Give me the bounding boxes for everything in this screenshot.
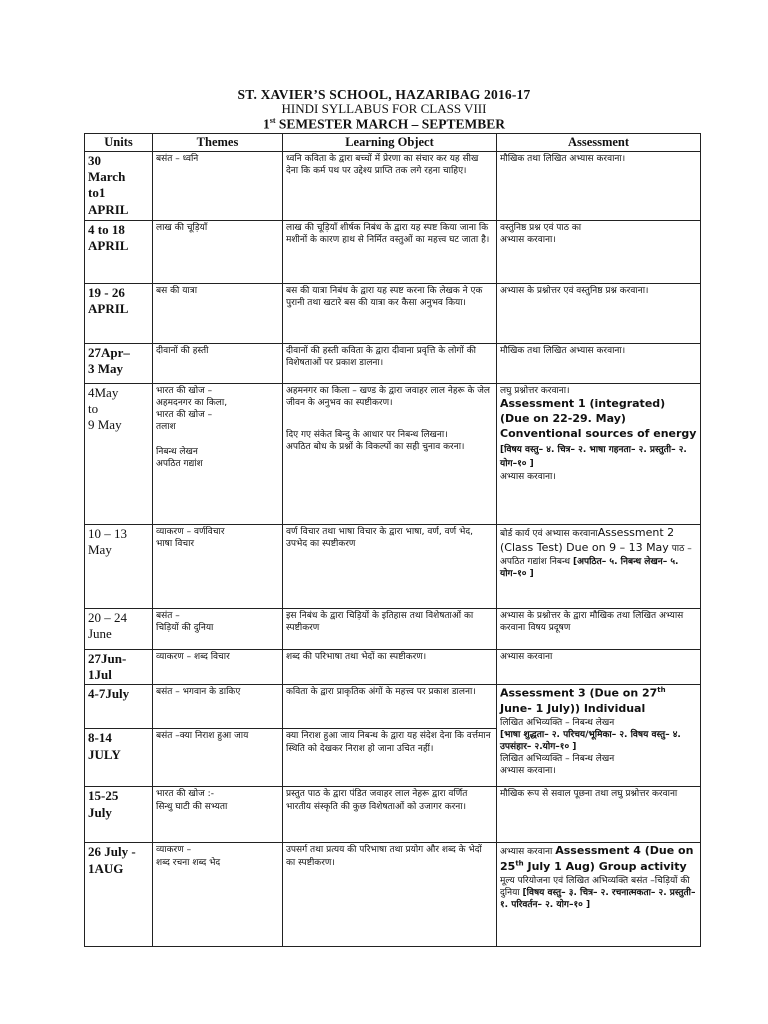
learning-cell: शब्द की परिभाषा तथा भेदों का स्पष्टीकरण। bbox=[283, 649, 497, 685]
assessment-text: बोर्ड कार्य एवं अभ्यास करवाना bbox=[500, 528, 598, 539]
assessment-text: अभ्यास करवाना bbox=[500, 847, 553, 858]
unit-cell: 8-14 JULY bbox=[85, 729, 153, 787]
unit-cell: 26 July - 1AUG bbox=[85, 843, 153, 947]
assessment-cell: वस्तुनिष्ठ प्रश्न एवं पाठ का अभ्यास करवाना। bbox=[497, 220, 701, 283]
theme-cell: व्याकरण – शब्द विचार bbox=[153, 649, 283, 685]
unit-cell: 4May to 9 May bbox=[85, 383, 153, 524]
unit-cell: 19 - 26 APRIL bbox=[85, 283, 153, 343]
theme-cell: बसंत – चिड़ियों की दुनिया bbox=[153, 608, 283, 649]
col-header-learning-object: Learning Object bbox=[283, 134, 497, 152]
theme-cell: लाख की चूड़ियाँ bbox=[153, 220, 283, 283]
learning-cell: कविता के द्वारा प्राकृतिक अंगों के महत्त्व पर प्रकाश डालना। bbox=[283, 685, 497, 729]
learning-cell: ध्वनि कविता के द्वारा बच्चों में प्रेरणा का संचार कर यह सीख देना कि कर्म पथ पर उद्देश्य प्राप्ति तक लगे रहना चाहिए। bbox=[283, 151, 497, 220]
theme-cell: दीवानों की हस्ती bbox=[153, 343, 283, 383]
assessment-cell: मौखिक तथा लिखित अभ्यास करवाना। bbox=[497, 151, 701, 220]
unit-cell: 10 – 13 May bbox=[85, 524, 153, 608]
learning-cell: क्या निराश हुआ जाय निबन्ध के द्वारा यह संदेश देना कि वर्त्तमान स्थिति को देखकर निराश हो जाना उचित नहीं। bbox=[283, 729, 497, 787]
learning-text: दिए गए संकेत बिन्दु के आधार पर निबन्ध लिखना। अपठित बोध के प्रश्नों के विकल्पों का सही चुनाव करना। bbox=[286, 430, 465, 453]
learning-cell: इस निबंध के द्वारा चिड़ियों के इतिहास तथा विशेषताओं का स्पष्टीकरण bbox=[283, 608, 497, 649]
unit-cell: 30 March to1 APRIL bbox=[85, 151, 153, 220]
learning-cell: लाख की चूड़ियाँ शीर्षक निबंध के द्वारा यह स्पष्ट किया जाना कि मशीनों के कारण हाथ से निर्मित वस्तुओं का महत्त्व घट जाता है। bbox=[283, 220, 497, 283]
assessment-text: मूल्य परियोजना एवं लिखित अभिव्यक्ति बसंत –चिड़ियों की दुनिया bbox=[500, 875, 690, 898]
col-header-units: Units bbox=[85, 134, 153, 152]
learning-cell bbox=[283, 383, 497, 524]
learning-cell: दीवानों की हस्ती कविता के द्वारा दीवाना प्रवृत्ति के लोगों की विशेषताओं पर प्रकाश डालना। bbox=[283, 343, 497, 383]
assessment-cell: मौखिक रूप से सवाल पूछना तथा लघु प्रश्नोत्तर करवाना bbox=[497, 787, 701, 843]
assessment-heading: Assessment 1 (integrated) (Due on 22-29. May) Conventional sources of energy [विषय वस्तु– ४. चित्र– २. भाषा गहनता– २. प्रस्तुती– २. योग–१० ] bbox=[500, 397, 697, 470]
table-row bbox=[85, 685, 701, 729]
learning-cell: वर्ण विचार तथा भाषा विचार के द्वारा भाषा, वर्ण, वर्ण भेद, उपभेद का स्पष्टीकरण bbox=[283, 524, 497, 608]
table-row bbox=[85, 151, 701, 220]
theme-cell: बसंत – ध्वनि bbox=[153, 151, 283, 220]
assessment-heading: Assessment 2 (Class Test) Due on 9 – 13 May bbox=[500, 525, 675, 554]
unit-cell: 27Apr– 3 May bbox=[85, 343, 153, 383]
assessment-text: लघु प्रश्नोत्तर करवाना। bbox=[500, 385, 570, 396]
unit-cell: 20 – 24 June bbox=[85, 608, 153, 649]
learning-text: अहमनगर का किला – खण्ड के द्वारा जवाहर लाल नेहरू के जेल जीवन के अनुभव का स्पष्टीकरण। bbox=[286, 385, 491, 409]
learning-cell: प्रस्तुत पाठ के द्वारा पंडित जवाहर लाल नेहरू द्वारा वर्णित भारतीय संस्कृति की कुछ विशेषताओं को उजागर करना। bbox=[283, 787, 497, 843]
assessment-cell bbox=[497, 843, 701, 947]
assessment-text: अभ्यास करवाना। bbox=[500, 472, 556, 483]
learning-cell: उपसर्ग तथा प्रत्यय की परिभाषा तथा प्रयोग और शब्द के भेदों का स्पष्टीकरण। bbox=[283, 843, 497, 947]
table-row bbox=[85, 843, 701, 947]
assessment-cell bbox=[497, 383, 701, 524]
theme-cell: व्याकरण – शब्द रचना शब्द भेद bbox=[153, 843, 283, 947]
table-row bbox=[85, 220, 701, 283]
syllabus-table bbox=[84, 133, 701, 947]
assessment-text: पाठ – अपठित गद्यांश निबन्ध bbox=[500, 543, 692, 567]
unit-cell: 15-25 July bbox=[85, 787, 153, 843]
theme-cell: बसंत – भगवान के डाकिए bbox=[153, 685, 283, 729]
theme-cell: बस की यात्रा bbox=[153, 283, 283, 343]
assessment-marks: [अपठित– ५. निबन्ध लेखन– ५. योग–१० ] bbox=[500, 556, 679, 579]
unit-cell: 27Jun- 1Jul bbox=[85, 649, 153, 685]
assessment-cell: अभ्यास के प्रश्नोत्तर एवं वस्तुनिष्ठ प्रश्न करवाना। bbox=[497, 283, 701, 343]
unit-cell: 4 to 18 APRIL bbox=[85, 220, 153, 283]
theme-cell: भारत की खोज – अहमदनगर का किला, भारत की खोज – तलाश निबन्ध लेखन अपठित गद्यांश bbox=[153, 383, 283, 524]
theme-cell: भारत की खोज :- सिन्धु घाटी की सभ्यता bbox=[153, 787, 283, 843]
assessment-cell: मौखिक तथा लिखित अभ्यास करवाना। bbox=[497, 343, 701, 383]
table-row bbox=[85, 524, 701, 608]
assessment-marks: [विषय वस्तु– ३. चित्र– २. रचनात्मकता– २. प्रस्तुती– १. परिवर्तन– २. योग–१० ] bbox=[500, 887, 696, 910]
assessment-text: लिखित अभिव्यक्ति – निबन्ध लेखन अभ्यास करवाना। bbox=[500, 754, 615, 777]
assessment-marks: [भाषा शुद्धता– २. परिचय/भूमिका– २. विषय वस्तु– ४. उपसंहार– २.योग–१० ] bbox=[500, 729, 681, 752]
assessment-cell: अभ्यास के प्रश्नोत्तर के द्वारा मौखिक तथा लिखित अभ्यास करवाना विषय प्रदूषण bbox=[497, 608, 701, 649]
syllabus-subtitle: HINDI SYLLABUS FOR CLASS VIII bbox=[281, 101, 487, 116]
col-header-themes: Themes bbox=[153, 134, 283, 152]
theme-cell: व्याकरण – वर्णविचार भाषा विचार bbox=[153, 524, 283, 608]
table-row bbox=[85, 649, 701, 685]
table-row bbox=[85, 608, 701, 649]
assessment-text: लिखित अभिव्यक्ति – निबन्ध लेखन bbox=[500, 717, 615, 728]
semester-heading: 1st SEMESTER MARCH – SEPTEMBER bbox=[262, 116, 506, 132]
table-row bbox=[85, 283, 701, 343]
assessment-cell: अभ्यास करवाना bbox=[497, 649, 701, 685]
theme-cell: बसंत –क्या निराश हुआ जाय bbox=[153, 729, 283, 787]
table-header-row bbox=[85, 134, 701, 152]
assessment-heading: Assessment 4 (Due on 25th July 1 Aug) Group activity bbox=[500, 844, 694, 873]
assessment-cell bbox=[497, 685, 701, 787]
learning-cell: बस की यात्रा निबंध के द्वारा यह स्पष्ट करना कि लेखक ने एक पुरानी तथा खटारे बस की यात्रा कर कैसा अनुभव किया। bbox=[283, 283, 497, 343]
assessment-heading: Assessment 3 (Due on 27th June- 1 July)) Individual bbox=[500, 686, 666, 715]
unit-cell: 4-7July bbox=[85, 685, 153, 729]
table-row bbox=[85, 787, 701, 843]
assessment-cell bbox=[497, 524, 701, 608]
school-title: ST. XAVIER’S SCHOOL, HAZARIBAG 2016-17 bbox=[237, 87, 531, 102]
table-row bbox=[85, 343, 701, 383]
table-row bbox=[85, 383, 701, 524]
col-header-assessment: Assessment bbox=[497, 134, 701, 152]
